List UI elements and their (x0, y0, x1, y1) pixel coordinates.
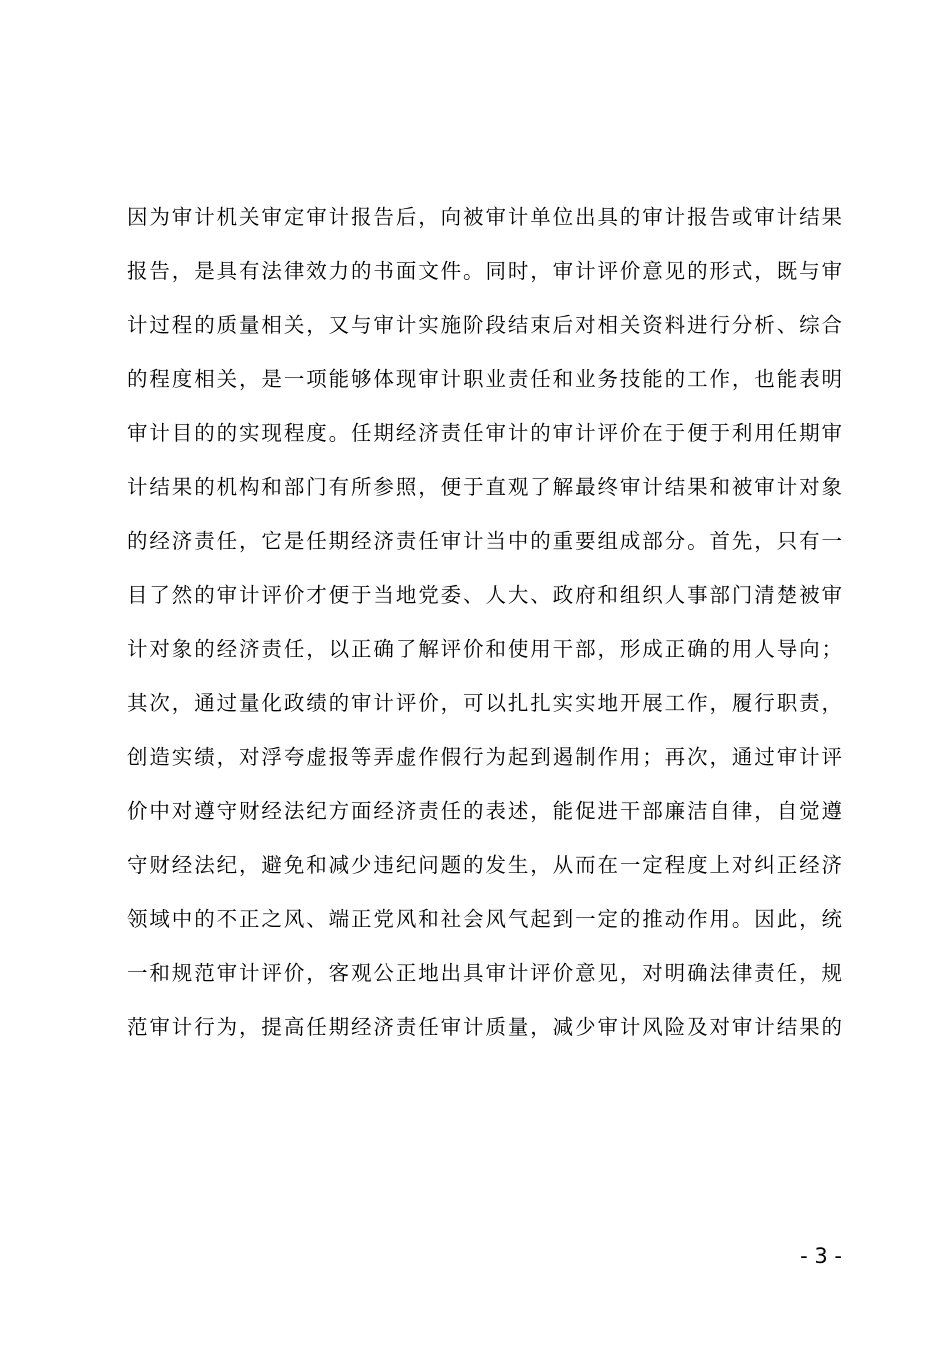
text-line: 报告，是具有法律效力的书面文件。同时，审计评价意见的形式，既与审 (127, 259, 842, 283)
text-line: 审计目的的实现程度。任期经济责任审计的审计评价在于便于利用任期审 (127, 421, 842, 445)
text-line: 守财经法纪，避免和减少违纪问题的发生，从而在一定程度上对纠正经济 (127, 853, 842, 877)
text-line: 范审计行为，提高任期经济责任审计质量，减少审计风险及对审计结果的 (127, 1015, 842, 1039)
text-line: 计对象的经济责任，以正确了解评价和使用干部，形成正确的用人导向； (127, 637, 842, 661)
text-line: 创造实绩，对浮夸虚报等弄虚作假行为起到遏制作用；再次，通过审计评 (127, 745, 842, 769)
body-text (127, 190, 842, 1054)
text-line: 目了然的审计评价才便于当地党委、人大、政府和组织人事部门清楚被审 (127, 583, 842, 607)
text-line: 计过程的质量相关，又与审计实施阶段结束后对相关资料进行分析、综合 (127, 313, 842, 337)
text-line: 价中对遵守财经法纪方面经济责任的表述，能促进干部廉洁自律，自觉遵 (127, 799, 842, 823)
text-line: 的程度相关，是一项能够体现审计职业责任和业务技能的工作，也能表明 (127, 367, 842, 391)
text-line: 领域中的不正之风、端正党风和社会风气起到一定的推动作用。因此，统 (127, 907, 842, 931)
text-line: 一和规范审计评价，客观公正地出具审计评价意见，对明确法律责任，规 (127, 961, 842, 985)
text-line: 的经济责任，它是任期经济责任审计当中的重要组成部分。首先，只有一 (127, 529, 842, 553)
page-number: - 3 - (800, 1244, 842, 1268)
text-line: 计结果的机构和部门有所参照，便于直观了解最终审计结果和被审计对象 (127, 475, 842, 499)
text-line: 其次，通过量化政绩的审计评价，可以扎扎实实地开展工作，履行职责， (127, 691, 842, 715)
text-line: 因为审计机关审定审计报告后，向被审计单位出具的审计报告或审计结果 (127, 205, 842, 229)
